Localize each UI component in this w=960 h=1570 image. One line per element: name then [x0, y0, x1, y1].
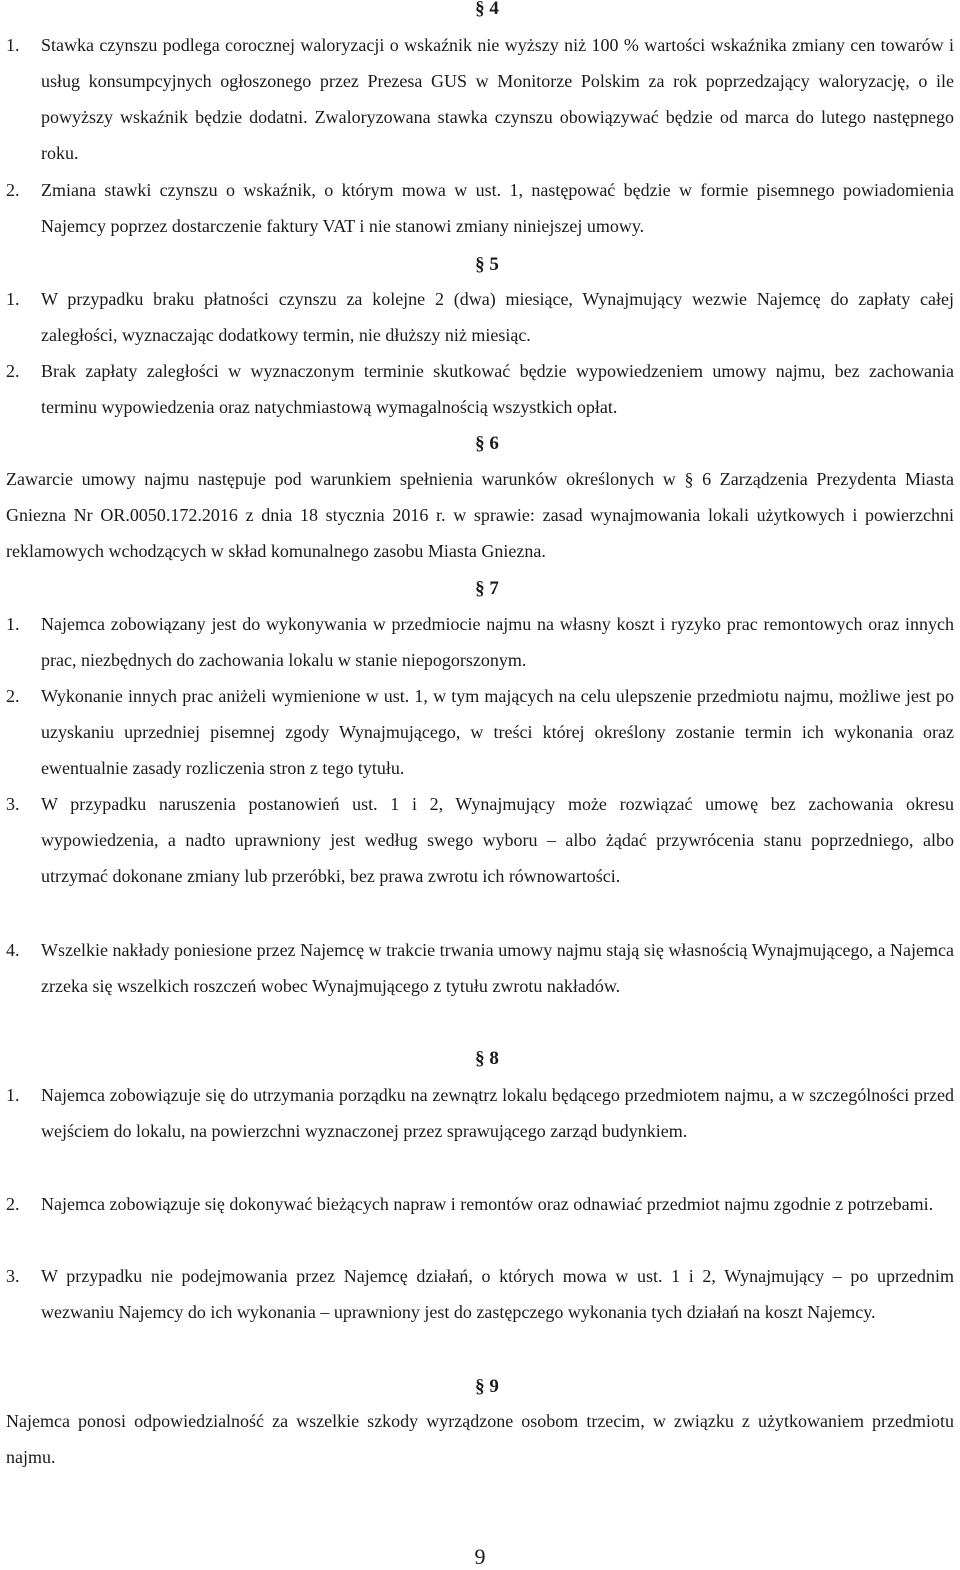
section-heading-7: § 7 [475, 578, 499, 599]
item-number: 2. [6, 686, 20, 706]
item-number: 1. [6, 1085, 20, 1105]
item-text: Wykonanie innych prac aniżeli wymienione w ust. 1, w tym mających na celu ulepszenie przedmiotu najmu, możliwe jest po uzyskaniu uprzedniej pisemnej zgody Wynajmującego, w treści której określony zostanie termin ich wykonania oraz ewentualnie zasady rozliczenia stron z tego tytułu. [41, 686, 954, 778]
item-text: W przypadku nie podejmowania przez Najemcę działań, o których mowa w ust. 1 i 2, Wynajmujący – po uprzednim wezwaniu Najemcy do ich wykonania – uprawniony jest do zastępczego wykonania tych działań na koszt Najemcy. [41, 1266, 954, 1322]
item-number: 1. [6, 35, 20, 55]
section-paragraph: Zawarcie umowy najmu następuje pod warunkiem spełnienia warunków określonych w § 6 Zarządzenia Prezydenta Miasta Gniezna Nr OR.0050.172.2016 z dnia 18 stycznia 2016 r. w sprawie: zasad wynajmowania lokali użytkowych i powierzchni reklamowych wchodzących w skład komunalnego zasobu Miasta Gniezna. [6, 469, 954, 561]
item-text: Wszelkie nakłady poniesione przez Najemcę w trakcie trwania umowy najmu stają się własnością Wynajmującego, a Najemca zrzeka się wszelkich roszczeń wobec Wynajmującego z tytułu zwrotu nakładów. [41, 940, 954, 996]
item-text: Najemca zobowiązuje się dokonywać bieżących napraw i remontów oraz odnawiać przedmiot najmu zgodnie z potrzebami. [41, 1194, 934, 1214]
item-text: Najemca zobowiązany jest do wykonywania w przedmiocie najmu na własny koszt i ryzyko prac remontowych oraz innych prac, niezbędnych do zachowania lokalu w stanie niepogorszonym. [41, 614, 954, 670]
item-text: W przypadku braku płatności czynszu za kolejne 2 (dwa) miesiące, Wynajmujący wezwie Najemcę do zapłaty całej zaległości, wyznaczając dodatkowy termin, nie dłuższy niż miesiąc. [41, 289, 954, 345]
item-text: Stawka czynszu podlega corocznej waloryzacji o wskaźnik nie wyższy niż 100 % wartości wskaźnika zmiany cen towarów i usług konsumpcyjnych ogłoszonego przez Prezesa GUS w Monitorze Polskim za rok poprzedzający waloryzację, o ile powyższy wskaźnik będzie dodatni. Zwaloryzowana stawka czynszu obowiązywać będzie od marca do lutego następnego roku. [41, 35, 954, 163]
section-heading-6: § 6 [475, 433, 499, 454]
section-heading-5: § 5 [475, 254, 499, 275]
item-number: 3. [6, 794, 20, 814]
item-text: Zmiana stawki czynszu o wskaźnik, o którym mowa w ust. 1, następować będzie w formie pisemnego powiadomienia Najemcy poprzez dostarczenie faktury VAT i nie stanowi zmiany niniejszej umowy. [41, 180, 954, 236]
item-number: 2. [6, 1194, 20, 1214]
item-text: Brak zapłaty zaległości w wyznaczonym terminie skutkować będzie wypowiedzeniem umowy najmu, bez zachowania terminu wypowiedzenia oraz natychmiastową wymagalnością wszystkich opłat. [41, 361, 954, 417]
item-text: Najemca zobowiązuje się do utrzymania porządku na zewnątrz lokalu będącego przedmiotem najmu, a w szczególności przed wejściem do lokalu, na powierzchni wyznaczonej przez sprawującego zarząd budynkiem. [41, 1085, 954, 1141]
page-number: 9 [474, 1544, 486, 1569]
item-number: 4. [6, 940, 20, 960]
item-text: W przypadku naruszenia postanowień ust. 1 i 2, Wynajmujący może rozwiązać umowę bez zachowania okresu wypowiedzenia, a nadto uprawniony jest według swego wyboru – albo żądać przywrócenia stanu poprzedniego, albo utrzymać dokonane zmiany lub przeróbki, bez prawa zwrotu ich równowartości. [41, 794, 954, 886]
item-number: 3. [6, 1266, 20, 1286]
item-number: 2. [6, 361, 20, 381]
section-paragraph: Najemca ponosi odpowiedzialność za wszelkie szkody wyrządzone osobom trzecim, w związku z użytkowaniem przedmiotu najmu. [6, 1411, 954, 1467]
section-heading-4: § 4 [475, 0, 499, 19]
item-number: 1. [6, 289, 20, 309]
item-number: 1. [6, 614, 20, 634]
section-heading-8: § 8 [475, 1048, 499, 1069]
item-number: 2. [6, 180, 20, 200]
section-heading-9: § 9 [475, 1376, 499, 1397]
